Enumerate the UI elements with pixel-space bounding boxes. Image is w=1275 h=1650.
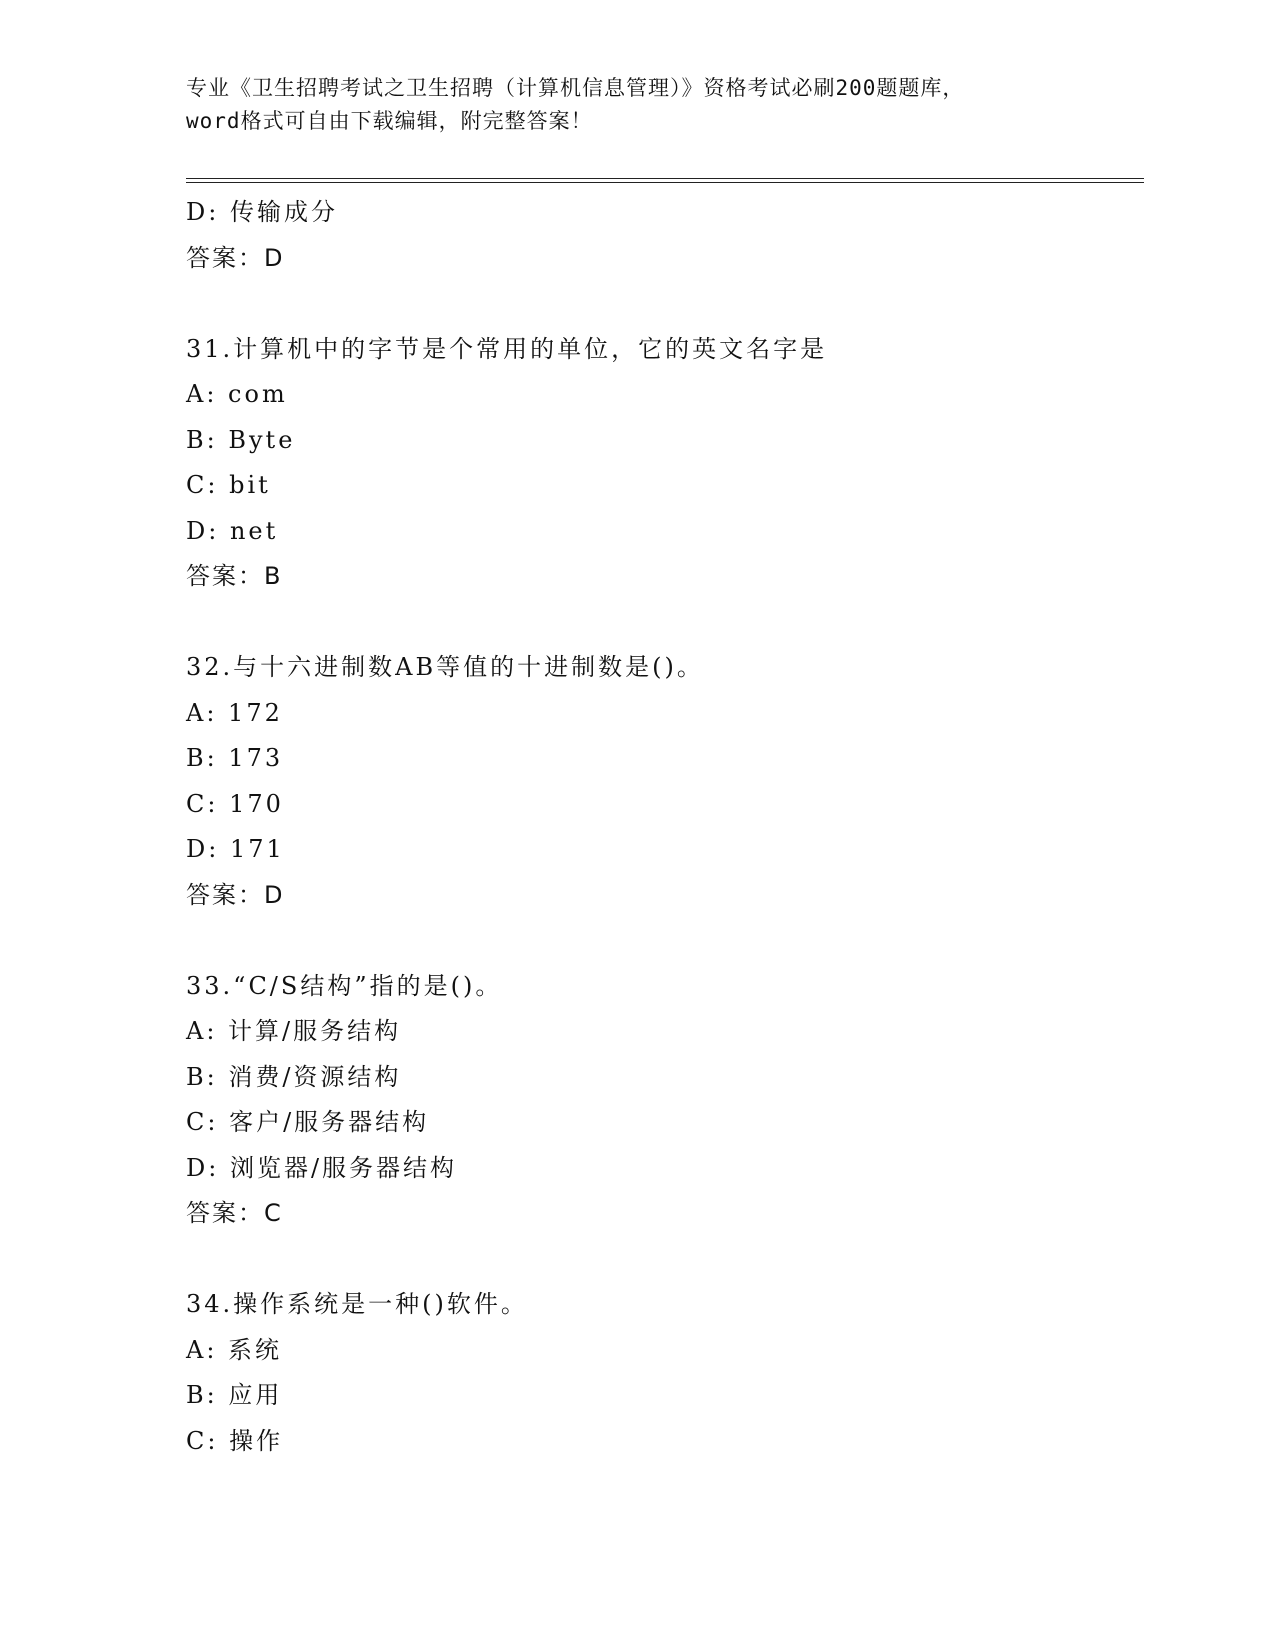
option-d: D: 传输成分 [186,198,338,226]
question-stem: 33.“C/S结构”指的是()。 [186,971,503,1000]
answer-line: 答案：D [186,880,285,909]
header-double-rule [186,178,1144,183]
option-b: B: 消费/资源结构 [186,1062,402,1091]
document-header [186,72,1086,138]
option-d: D: net [186,516,279,545]
question-list [186,190,1144,1464]
header-line-1: 专业《卫生招聘考试之卫生招聘（计算机信息管理）》资格考试必刷200题题库， [186,76,965,100]
option-a: A: 计算/服务结构 [186,1017,402,1045]
answer-line: 答案：D [186,243,285,272]
header-line-2: word格式可自由下载编辑，附完整答案！ [186,109,593,133]
option-b: B: 应用 [186,1381,283,1409]
option-c: C: bit [186,471,271,499]
question-stem: 34.操作系统是一种()软件。 [186,1290,528,1318]
question-31 [186,327,1144,600]
option-d: D: 浏览器/服务器结构 [186,1153,458,1182]
question-33 [186,964,1144,1237]
question-34 [186,1282,1144,1464]
option-b: B: Byte [186,425,296,454]
answer-line: 答案：C [186,1199,283,1227]
option-b: B: 173 [186,744,284,772]
option-a: A: 172 [186,698,283,727]
option-a: A: 系统 [186,1335,283,1364]
option-a: A: com [186,380,288,408]
option-c: C: 客户/服务器结构 [186,1108,430,1136]
option-c: C: 170 [186,789,284,818]
option-c: C: 操作 [186,1426,284,1455]
option-d: D: 171 [186,835,285,863]
question-32 [186,645,1144,918]
question-stem: 32.与十六进制数AB等值的十进制数是()。 [186,653,704,681]
answer-line: 答案：B [186,562,283,590]
question-stem: 31.计算机中的字节是个常用的单位，它的英文名字是 [186,334,828,363]
